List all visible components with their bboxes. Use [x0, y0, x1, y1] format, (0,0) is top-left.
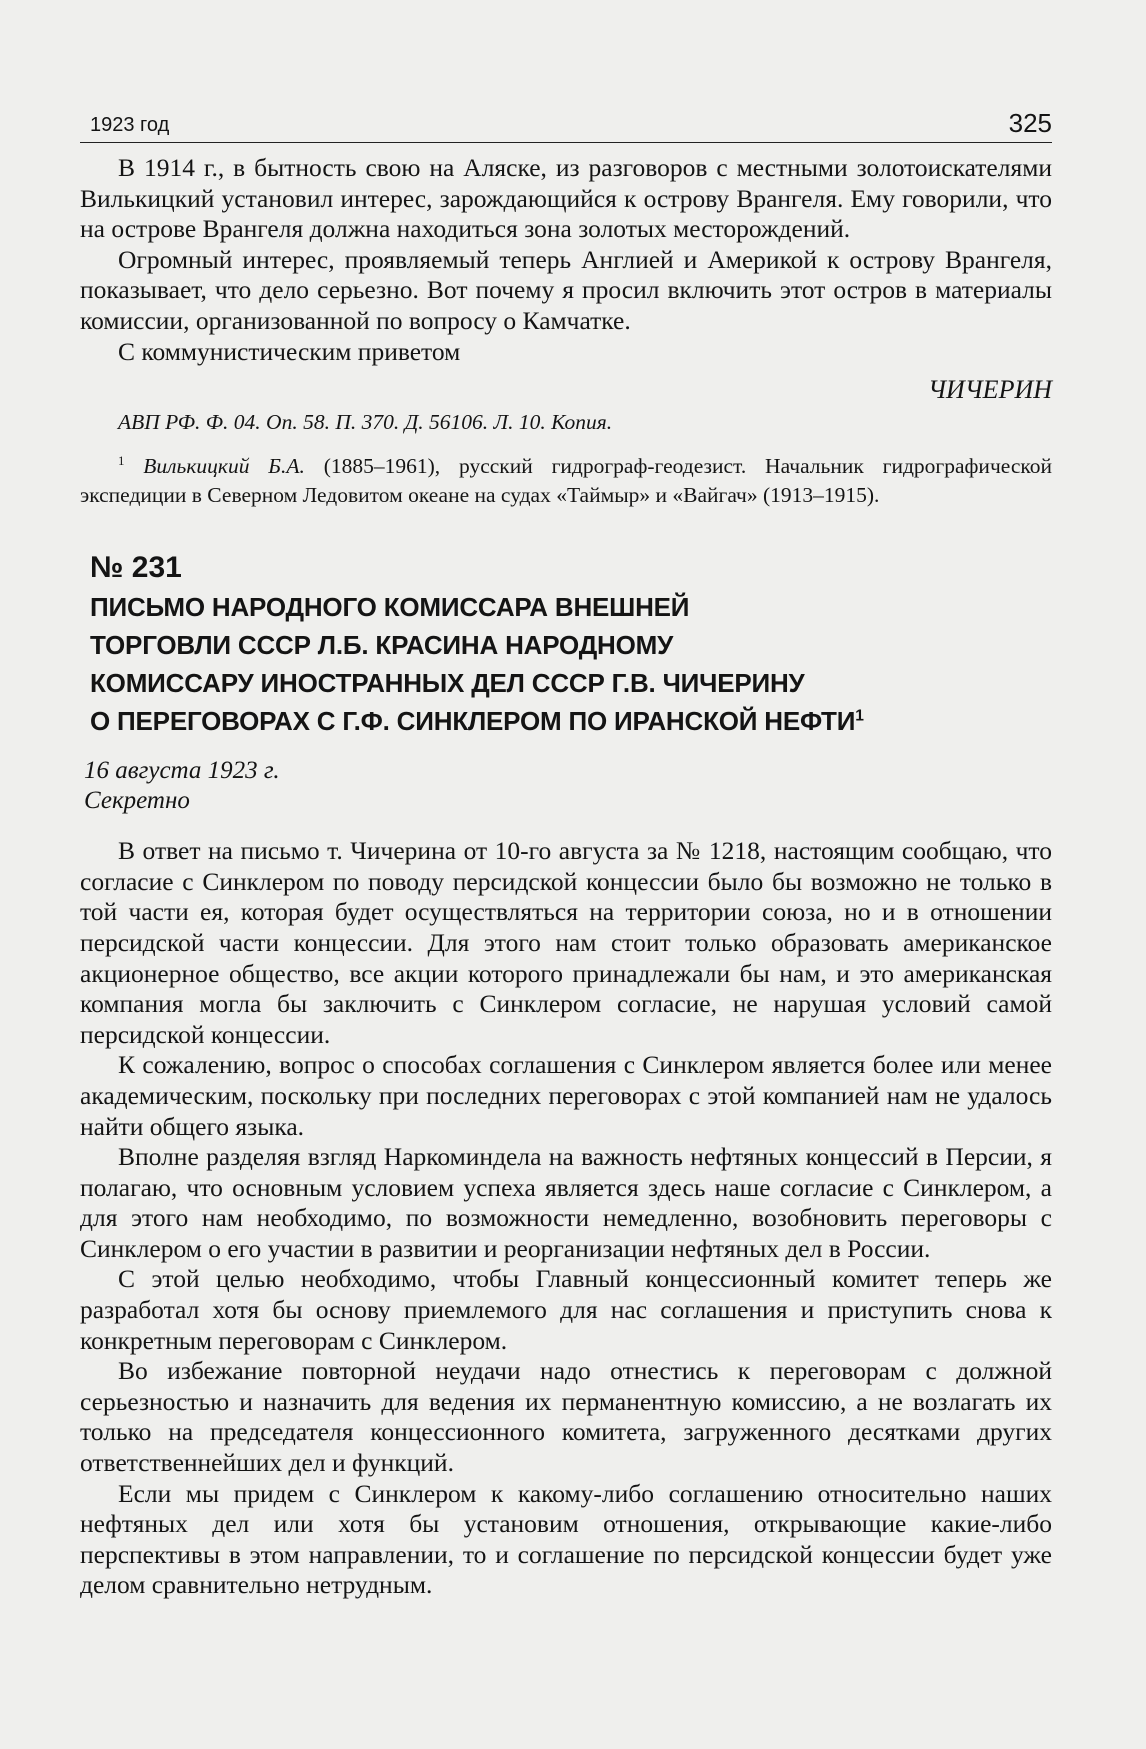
title-line: ТОРГОВЛИ СССР Л.Б. КРАСИНА НАРОДНОМУ	[90, 630, 674, 661]
paragraph: В ответ на письмо т. Чичерина от 10-го августа за № 1218, настоящим сообщаю, что согласие с Синклером по поводу персидской концессии было бы возможно не только в той части ея, которая будет осуществляться на территории союза, но и в отношении персидской части концессии. Для этого нам стоит только образовать американское акционерное общество, все акции которого принадлежали бы нам, и это американская компания могла бы заключить с Синклером согласие, не нарушая условий самой персидской концессии.	[80, 836, 1052, 1049]
paragraph: Во избежание повторной неудачи надо отнестись к переговорам с должной серьезностью и назначить для ведения их перманентную комиссию, а не возлагать их только на председателя концессионного комитета, загруженного десятками других ответственнейших дел и функций.	[80, 1356, 1052, 1478]
closing-greeting: С коммунистическим приветом	[118, 336, 461, 366]
paragraph: К сожалению, вопрос о способах соглашения с Синклером является более или менее академическим, поскольку при последних переговорах с этой компанией нам не удалось найти общего языка.	[80, 1050, 1052, 1141]
paragraph: Вполне разделяя взгляд Наркоминдела на важность нефтяных концессий в Персии, я полагаю, что основным условием успеха является здесь наше согласие с Синклером, а для этого нам необходимо, по возможности немедленно, возобновить переговоры с Синклером о его участии в развитии и реорганизации нефтяных дел в России.	[80, 1142, 1052, 1263]
footnote-name: Вилькицкий Б.А.	[143, 454, 305, 479]
paragraph: Если мы придем с Синклером к какому-либо соглашению относительно наших нефтяных дел или хотя бы установим отношения, открывающие какие-либо перспективы в этом направлении, то и соглашение по персидской концессии будет уже делом сравнительно нетрудным.	[80, 1478, 1052, 1600]
footnote	[80, 452, 1052, 510]
page-content	[80, 153, 1052, 1601]
running-header-year: 1923 год	[90, 114, 170, 136]
paragraph: Огромный интерес, проявляемый теперь Англией и Америкой к острову Врангеля, показывает, что дело серьезно. Вот почему я просил включить этот остров в материалы комиссии, организованной по вопросу о Камчатке.	[80, 244, 1052, 335]
running-header	[80, 108, 1052, 143]
footnote-number: 1	[118, 454, 125, 468]
title-line: ПИСЬМО НАРОДНОГО КОМИССАРА ВНЕШНЕЙ	[90, 592, 690, 623]
document-number: № 231	[90, 551, 182, 585]
book-page	[80, 108, 1052, 1601]
signature: ЧИЧЕРИН	[928, 375, 1052, 405]
letter-body	[80, 836, 1052, 1601]
title-footnote-mark: 1	[855, 707, 864, 725]
title-line: КОМИССАРУ ИНОСТРАННЫХ ДЕЛ СССР Г.В. ЧИЧЕРИНУ	[90, 668, 805, 699]
paragraph: С этой целью необходимо, чтобы Главный концессионный комитет теперь же разработал хотя бы основу приемлемого для нас соглашения и приступить снова к конкретным переговорам с Синклером.	[80, 1264, 1052, 1355]
paragraph: В 1914 г., в бытность свою на Аляске, из разговоров с местными золотоискателями Вилькицкий установил интерес, зарождающийся к острову Врангеля. Ему говорили, что на острове Врангеля должна находиться зона золотых месторождений.	[80, 153, 1052, 244]
archive-reference: АВП РФ. Ф. 04. Оп. 58. П. 370. Д. 56106. Л. 10. Копия.	[118, 410, 613, 435]
page-number: 325	[1008, 108, 1052, 138]
title-line: О ПЕРЕГОВОРАХ С Г.Ф. СИНКЛЕРОМ ПО ИРАНСКОЙ НЕФТИ	[90, 706, 856, 737]
title-line-last	[90, 702, 1052, 740]
footnote-text: (1885–1961), русский гидрограф-геодезист. Начальник гидрографической экспедиции в Северном Ледовитом океане на судах «Таймыр» и «Вайгач» (1913–1915).	[80, 454, 1052, 508]
document-date: 16 августа 1923 г.	[84, 757, 280, 785]
document-title	[90, 588, 1052, 740]
classification: Секретно	[84, 787, 190, 815]
